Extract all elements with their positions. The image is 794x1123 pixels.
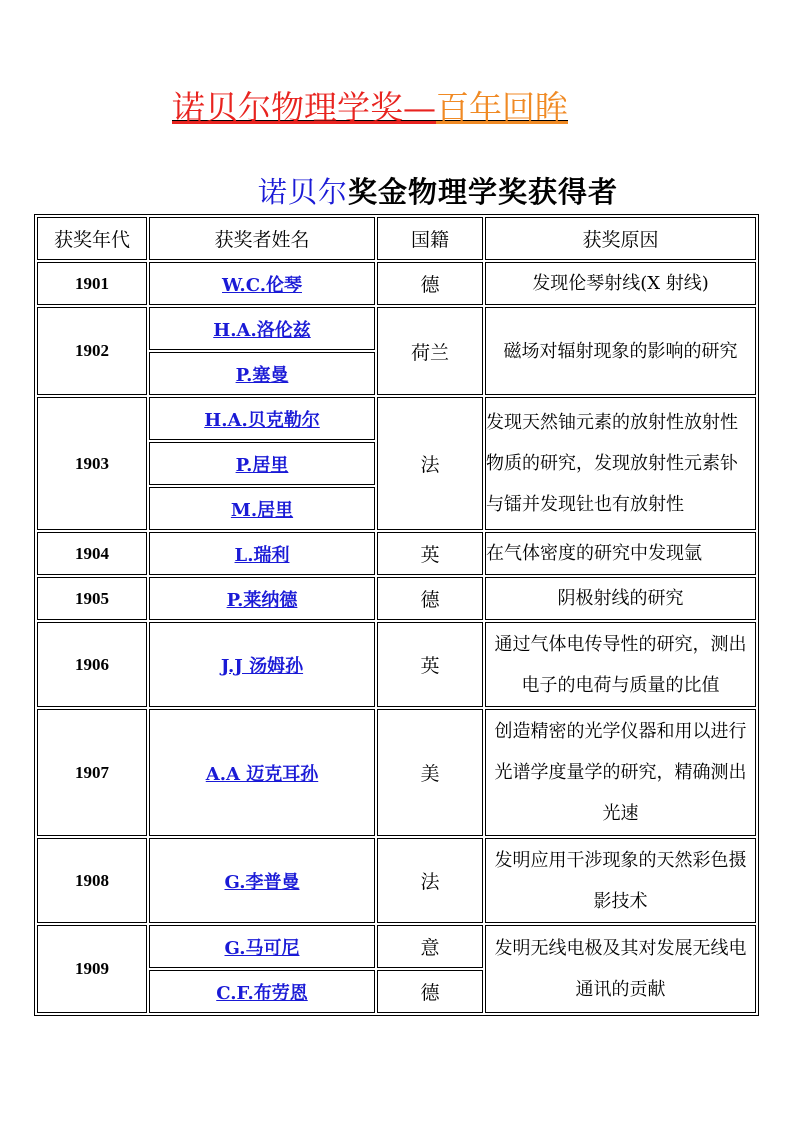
name-cell — [149, 532, 375, 575]
laureate-link[interactable]: A.A 迈克耳孙 — [205, 763, 319, 785]
laureate-link[interactable]: C.F.布劳恩 — [216, 982, 308, 1004]
table-title-part2: 奖金物理学奖获得者 — [348, 175, 619, 209]
table-row — [37, 709, 756, 836]
nationality-cell: 英 — [377, 532, 483, 575]
name-cell — [149, 442, 375, 485]
year-cell: 1907 — [37, 709, 147, 836]
header-year: 获奖年代 — [37, 217, 147, 260]
laureate-link[interactable]: J.J 汤姆孙 — [220, 655, 304, 677]
reason-cell: 发明无线电极及其对发展无线电通讯的贡献 — [485, 925, 756, 1013]
name-cell — [149, 970, 375, 1013]
reason-cell: 通过气体电传导性的研究，测出电子的电荷与质量的比值 — [485, 622, 756, 707]
page-title-part2: 百年回眸 — [436, 88, 568, 127]
name-cell — [149, 622, 375, 707]
name-cell — [149, 577, 375, 620]
name-cell — [149, 307, 375, 350]
reason-cell: 发明应用干涉现象的天然彩色摄影技术 — [485, 838, 756, 923]
name-cell — [149, 838, 375, 923]
table-row — [37, 532, 756, 575]
laureate-link[interactable]: L.瑞利 — [234, 544, 290, 566]
nationality-cell: 英 — [377, 622, 483, 707]
table-title — [258, 172, 618, 212]
name-cell — [149, 709, 375, 836]
year-cell: 1905 — [37, 577, 147, 620]
laureate-link[interactable]: H.A.洛伦兹 — [213, 319, 311, 341]
year-cell: 1908 — [37, 838, 147, 923]
reason-cell: 磁场对辐射现象的影响的研究 — [485, 307, 756, 395]
header-row — [37, 217, 756, 260]
laureate-link[interactable]: P.塞曼 — [235, 364, 289, 386]
page-title-part1: 诺贝尔物理学奖— — [172, 88, 436, 127]
laureate-link[interactable]: M.居里 — [230, 499, 294, 521]
year-cell: 1909 — [37, 925, 147, 1013]
header-reason: 获奖原因 — [485, 217, 756, 260]
table-row — [37, 622, 756, 707]
nationality-cell: 法 — [377, 397, 483, 530]
reason-cell: 发现天然铀元素的放射性放射性物质的研究，发现放射性元素钋与镭并发现钍也有放射性 — [485, 397, 756, 530]
reason-cell: 阴极射线的研究 — [485, 577, 756, 620]
year-cell: 1902 — [37, 307, 147, 395]
laureate-link[interactable]: H.A.贝克勒尔 — [204, 409, 320, 431]
name-cell — [149, 925, 375, 968]
laureate-link[interactable]: P.莱纳德 — [226, 589, 298, 611]
name-cell — [149, 397, 375, 440]
header-name: 获奖者姓名 — [149, 217, 375, 260]
year-cell: 1906 — [37, 622, 147, 707]
nationality-cell: 法 — [377, 838, 483, 923]
nationality-cell: 荷兰 — [377, 307, 483, 395]
reason-cell: 在气体密度的研究中发现氩 — [485, 532, 756, 575]
laureate-link[interactable]: G.马可尼 — [224, 937, 300, 959]
table-row — [37, 397, 756, 440]
table-row — [37, 262, 756, 305]
laureates-table — [34, 214, 759, 1016]
header-nationality: 国籍 — [377, 217, 483, 260]
name-cell — [149, 487, 375, 530]
table-row — [37, 838, 756, 923]
nationality-cell: 美 — [377, 709, 483, 836]
name-cell — [149, 262, 375, 305]
laureate-link[interactable]: G.李普曼 — [224, 871, 300, 893]
laureate-link[interactable]: W.C.伦琴 — [222, 274, 302, 296]
year-cell: 1901 — [37, 262, 147, 305]
nationality-cell: 德 — [377, 970, 483, 1013]
year-cell: 1903 — [37, 397, 147, 530]
page-title — [172, 86, 568, 130]
nationality-cell: 意 — [377, 925, 483, 968]
reason-cell: 发现伦琴射线(X 射线) — [485, 262, 756, 305]
nationality-cell: 德 — [377, 262, 483, 305]
nationality-cell: 德 — [377, 577, 483, 620]
year-cell: 1904 — [37, 532, 147, 575]
table-row — [37, 925, 756, 968]
laureate-link[interactable]: P.居里 — [235, 454, 289, 476]
table-title-part1: 诺贝尔 — [258, 175, 349, 209]
table-row — [37, 307, 756, 350]
reason-cell: 创造精密的光学仪器和用以进行光谱学度量学的研究，精确测出光速 — [485, 709, 756, 836]
name-cell — [149, 352, 375, 395]
table-row — [37, 577, 756, 620]
